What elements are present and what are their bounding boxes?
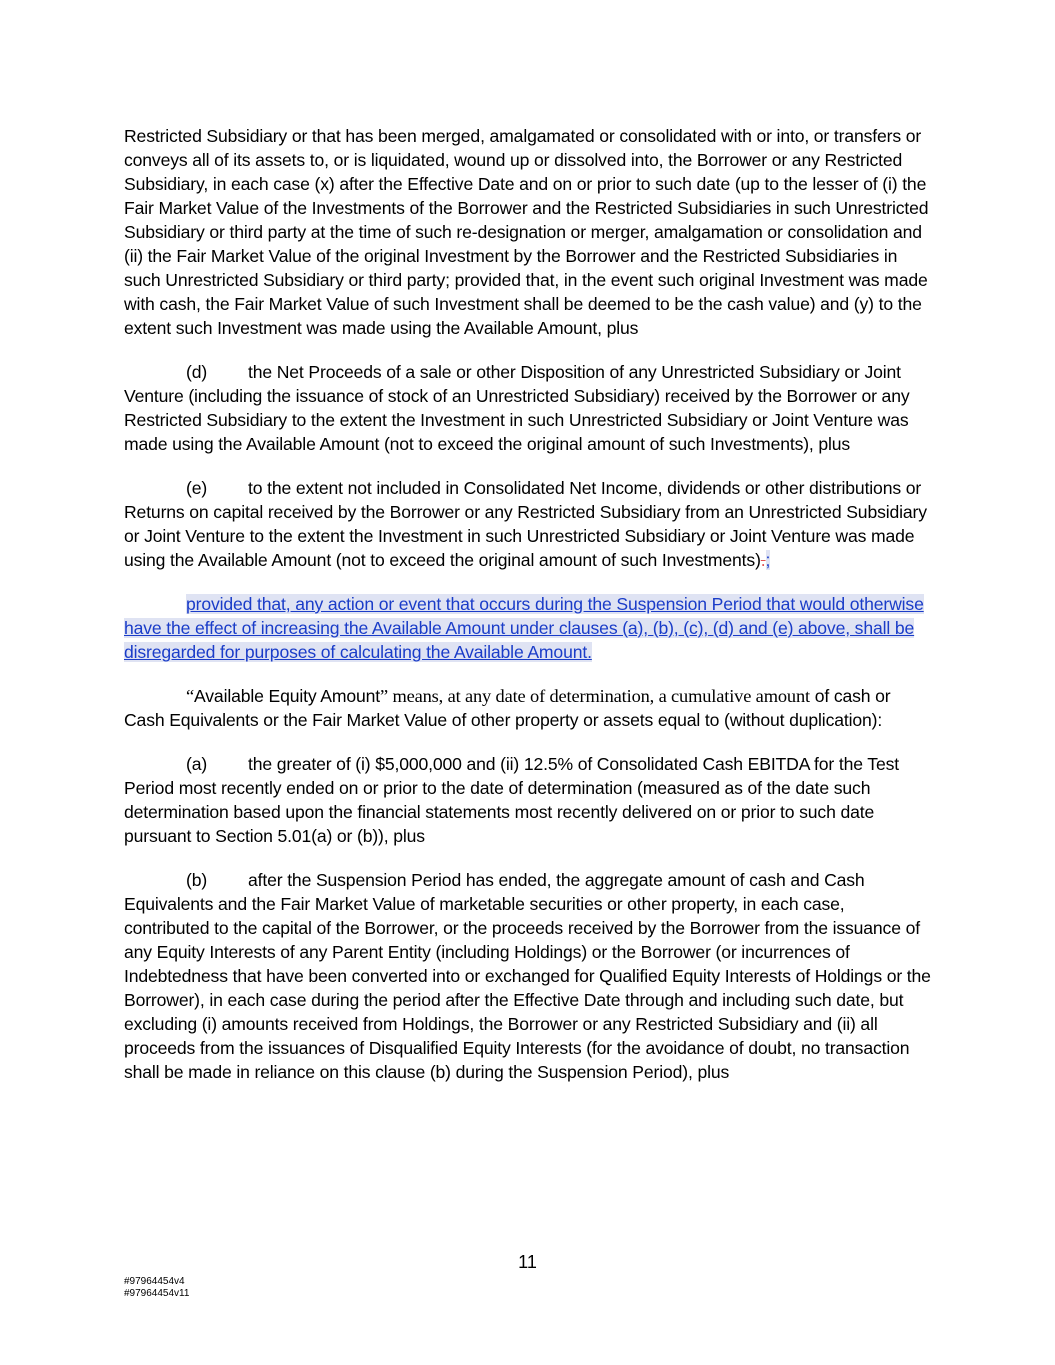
proviso-paragraph <box>124 592 934 664</box>
clause-d-label: (d) <box>186 362 208 382</box>
clause-e-text: to the extent not included in Consolidated Net Income, dividends or other distributions or Returns on capital received by the Borrower or any Restricted Subsidiary from an Unrestricted Subsidiary or Joint Venture to the extent the Investment in such Unrestricted Subsidiary or Joint Venture was made using the Available Amount (not to exceed the original amount of such Investments) <box>124 478 927 570</box>
page-number: 11 <box>518 1252 537 1272</box>
definition-available-equity-amount <box>124 684 934 732</box>
footer-doc-id-2: #97964454v11 <box>124 1288 190 1299</box>
document-body <box>124 124 934 1104</box>
definition-rest: of cash or Cash Equivalents or the Fair Market Value of other property or assets equal to (without duplication): <box>124 686 891 730</box>
clause-d <box>124 360 934 456</box>
definition-term: Available Equity Amount <box>194 686 380 706</box>
clause-b-text: after the Suspension Period has ended, the aggregate amount of cash and Cash Equivalents and the Fair Market Value of marketable securities or other property, in each case, contributed to the capital of the Borrower, or the proceeds received by the Borrower from the issuance of any Equity Interests of any Parent Entity (including Holdings) or the Borrower (or incurrences of Indebtedness that have been converted into or exchanged for Qualified Equity Interests of Holdings or the Borrower), in each case during the period after the Effective Date through and including such date, but excluding (i) amounts received from Holdings, the Borrower or any Restricted Subsidiary and (ii) all proceeds from the issuances of Disqualified Equity Interests (for the avoidance of doubt, no transaction shall be made in reliance on this clause (b) during the Suspension Period), plus <box>124 870 931 1082</box>
clause-e-label: (e) <box>186 478 208 498</box>
clause-a-label: (a) <box>186 754 208 774</box>
clause-a-text: the greater of (i) $5,000,000 and (ii) 12.5% of Consolidated Cash EBITDA for the Test Period most recently ended on or prior to the date of determination (measured as of the date such determination based upon the financial statements most recently delivered on or prior to such date pursuant to Section 5.01(a) or (b)), plus <box>124 754 899 846</box>
paragraph-continuation: Restricted Subsidiary or that has been merged, amalgamated or consolidated with or into, or transfers or conveys all of its assets to, or is liquidated, wound up or dissolved into, the Borrower or any Restricted Subsidiary, in each case (x) after the Effective Date and on or prior to such date (up to the lesser of (i) the Fair Market Value of the Investments of the Borrower and the Restricted Subsidiaries in such Unrestricted Subsidiary or third party at the time of such re-designation or merger, amalgamation or consolidation and (ii) the Fair Market Value of the original Investment by the Borrower and the Restricted Subsidiaries in such Unrestricted Subsidiary or third party; provided that, in the event such original Investment was made with cash, the Fair Market Value of such Investment shall be deemed to be the cash value) and (y) to the extent such Investment was made using the Available Amount, plus <box>124 126 929 338</box>
footer-document-ids <box>124 1276 189 1300</box>
definition-lead: ” means, at any date of determination, a cumulative amount <box>379 686 810 706</box>
footer-doc-id-1: #97964454v4 <box>124 1276 185 1287</box>
clause-e <box>124 476 934 572</box>
inserted-semicolon-mark: ; <box>765 550 771 570</box>
clause-b <box>124 868 934 1084</box>
definition-open-quote: “ <box>186 686 195 706</box>
deleted-period-mark: . <box>760 550 766 570</box>
inserted-proviso-text: provided that, any action or event that occurs during the Suspension Period that would otherwise have the effect of increasing the Available Amount under clauses (a), (b), (c), (d) and (e) above, shall be disregarded for purposes of calculating the Available Amount. <box>124 594 924 662</box>
clause-b-label: (b) <box>186 870 208 890</box>
clause-a <box>124 752 934 848</box>
clause-d-text: the Net Proceeds of a sale or other Disposition of any Unrestricted Subsidiary or Joint Venture (including the issuance of stock of an Unrestricted Subsidiary) received by the Borrower or any Restricted Subsidiary to the extent the Investment in such Unrestricted Subsidiary or Joint Venture was made using the Available Amount (not to exceed the original amount of such Investments), plus <box>124 362 910 454</box>
